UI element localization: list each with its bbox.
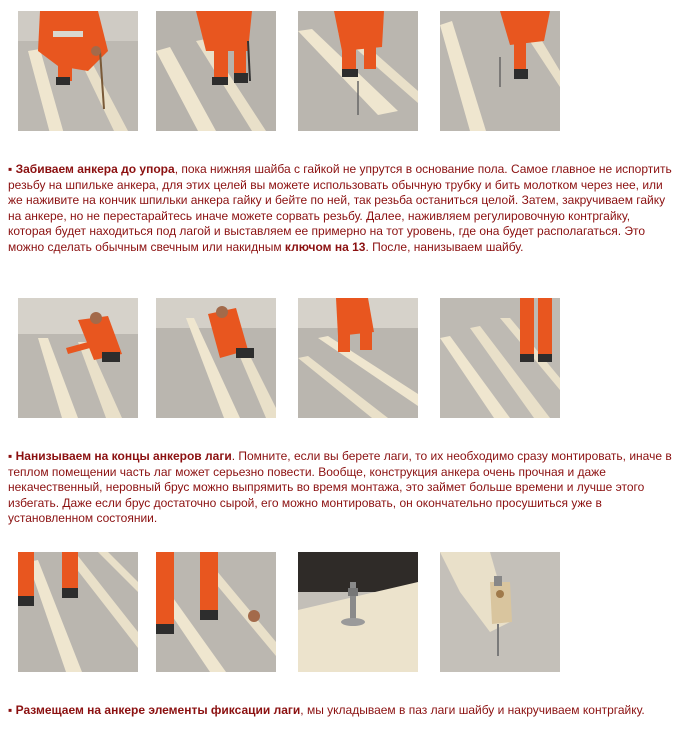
section-2-heading: Нанизываем на концы анкеров лаги [15, 449, 232, 463]
bullet-icon: ▪ [8, 703, 13, 717]
bullet-icon: ▪ [8, 449, 13, 463]
photo-adjusting-joist [298, 298, 418, 418]
section-3-heading: Размещаем на анкере элементы фиксации лаги [15, 703, 301, 717]
photo-anchor-beside-joist [440, 11, 560, 131]
photo-joist-end-closeup [440, 552, 560, 672]
photo-lowering-joist [156, 552, 276, 672]
photo-tightening-nut [298, 11, 418, 131]
section-1-text: , пока нижняя шайба с гайкой не упрутся в основание пола. Самое главное не испортить резьбу на шпильке анкера, для этих целей вы можете использовать обычную трубку и бить молотком через нее, или же наживите на кончик шпильки анкера гайку и бейте по ней, так резьба останиться целой. Затем, закручиваем гайку на анкере, но не перестарайтесь иначе можете сорвать резьбу. Далее, наживляем регулировочную контргайку, которая будет находиться под лагой и выставляем ее примерно на тот уровень, где она будет располагаться. Это можно сделать обычным свечным или накидным [8, 162, 672, 254]
photo-anchor-washer-closeup [298, 552, 418, 672]
section-1-paragraph [8, 162, 676, 256]
section-3-paragraph [8, 703, 676, 719]
section-2-paragraph [8, 449, 676, 527]
section-1-heading: Забиваем анкера до упора [15, 162, 175, 176]
section-1-tail: . После, нанизываем шайбу. [365, 239, 524, 254]
bullet-icon: ▪ [8, 162, 13, 176]
section-3-text: , мы укладываем в паз лаги шайбу и накручиваем контргайку. [300, 703, 645, 717]
photo-pressing-joist [156, 298, 276, 418]
photo-standing-by-joists [440, 298, 560, 418]
photo-joists-legs-view [18, 552, 138, 672]
photo-placing-joist [18, 298, 138, 418]
section-2-text: . Помните, если вы берете лаги, то их необходимо сразу монтировать, иначе в теплом помещении часть лаг может серьезно повести. Вообще, конструкция анкера очень прочная и даже некачественный, неровный брус можно выпрямить во время монтажа, это займет больше времени и лучше этого избегать. Даже если брус достаточно сырой, его можно монтировать, он окончательно просушиться уже в установленном состоянии. [8, 449, 672, 526]
photo-driving-anchor [156, 11, 276, 131]
section-1-highlight: ключом на 13 [284, 239, 366, 254]
photo-kneeling-hammering [18, 11, 138, 131]
